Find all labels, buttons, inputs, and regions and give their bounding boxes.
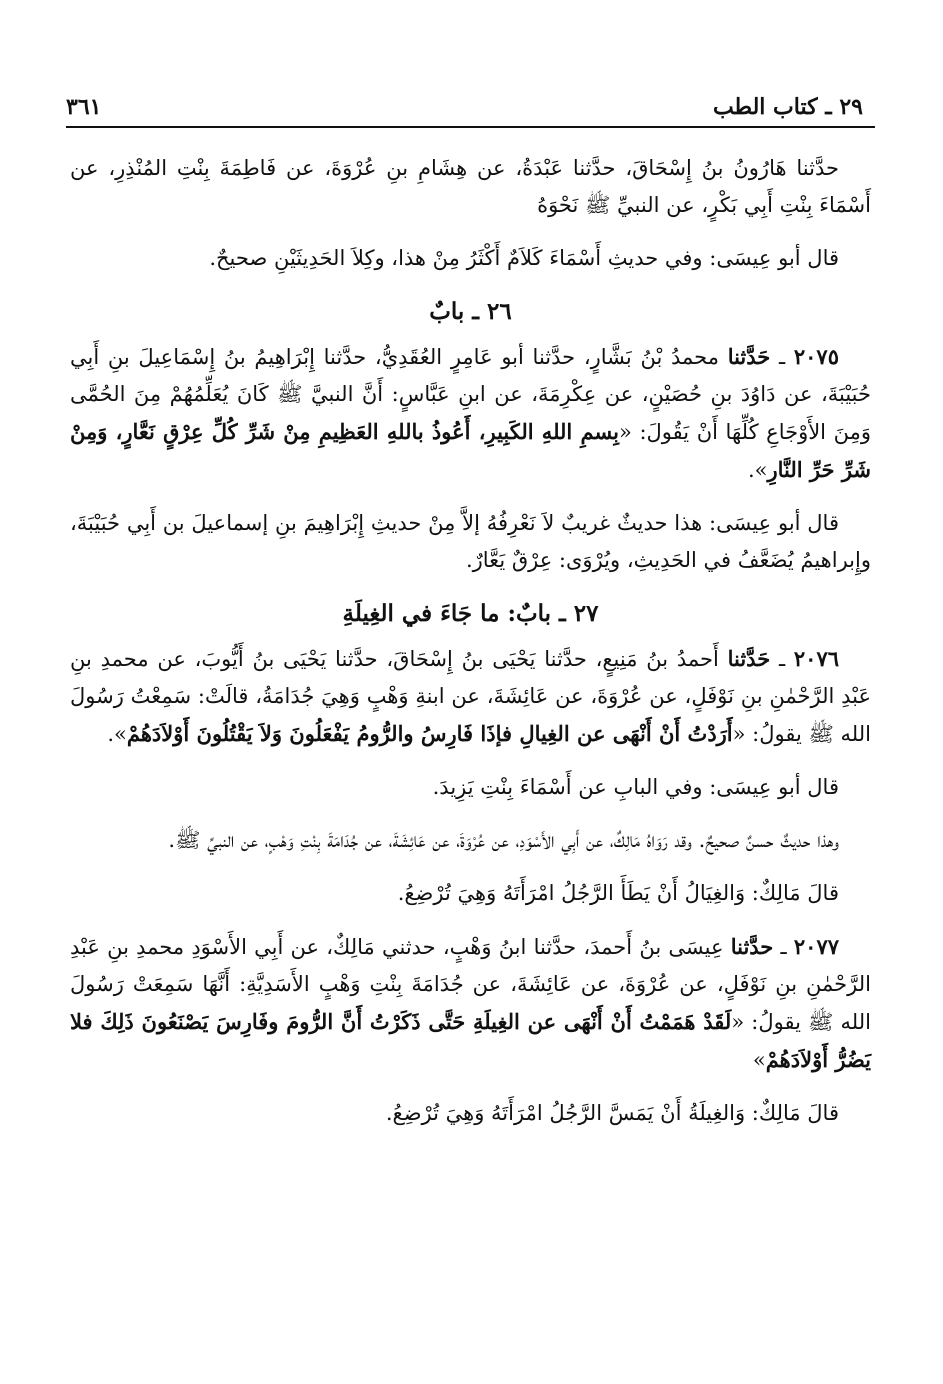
hadith-end: ». xyxy=(107,722,127,746)
hadith-matn: بِسمِ اللهِ الكَبِيرِ، أَعُوذُ باللهِ العَظِيمِ مِنْ شَرِّ كُلِّ عِرْقٍ نَعَّارٍ، وَمِنْ شَرِّ حَرِّ النَّارِ xyxy=(70,419,871,482)
hadith-number: ٢٠٧٥ xyxy=(793,344,839,369)
hadith-2075 xyxy=(70,338,871,489)
paragraph-comment xyxy=(70,240,871,277)
paragraph-comment xyxy=(70,769,871,806)
hadith-number: ٢٠٧٧ xyxy=(793,934,840,959)
paragraph-text: قال أبو عِيسَى: وفي البابِ عن أَسْمَاءَ بِنْتِ يَزِيدَ. xyxy=(432,775,839,799)
paragraph-comment xyxy=(70,875,871,912)
paragraph-text: قال أبو عِيسَى: هذا حديثٌ غريبٌ لاَ نَعْرِفُهُ إلاَّ مِنْ حديثِ إِبْرَاهِيمَ بنِ إسماعيلَ بن أَبِي حُبَيْبَةَ، وإِبراهيمُ يُضَعَّفُ في الحَدِيثِ، ويُرْوَى: عِرْقٌ يَعَّارٌ. xyxy=(70,511,871,572)
running-header xyxy=(66,80,863,120)
page-number: ٣٦١ xyxy=(66,94,102,120)
hadith-number: ٢٠٧٦ xyxy=(793,646,840,671)
header-rule xyxy=(66,126,875,128)
dash: ـ xyxy=(770,345,786,369)
hadith-matn: لَقَدْ هَمَمْتُ أَنْ أَنْهَى عن الغِيلَةِ حَتَّى ذَكَرْتُ أَنَّ الرُّومَ وفَارِسَ يَصْنَعُونَ ذَلِكَ فلا يَضُرُّ أَوْلاَدَهُمْ xyxy=(70,1009,871,1072)
paragraph-text: قالَ مَالِكٌ: وَالغِيَالُ أَنْ يَطَأَ الرَّجُلُ امْرَأَتَهُ وَهِيَ تُرْضِعُ. xyxy=(397,881,839,905)
chapter-title: ٢٩ ـ كتاب الطب xyxy=(712,94,863,120)
hadith-isnad: أَحمدُ بنُ مَنِيعٍ، حدَّثنا يَحْيَى بنُ إِسْحَاقَ، حدَّثنا يَحْيَى بنُ أَيُّوبَ، عن محمدِ بنِ عَبْدِ الرَّحْمٰنِ بنِ نَوْفَلٍ، عن عُرْوَةَ، عن عَائِشَةَ، عن ابنةِ وَهْبٍ وَهِيَ جُدَامَةُ، قالَتْ: سَمِعْتُ رَسُولَ الله ﷺ يقولُ: « xyxy=(70,647,871,746)
hadith-matn: أَرَدْتُ أَنْ أَنْهَى عن الغِيالِ فإذَا فَارِسُ والرُّومُ يَفْعَلُونَ وَلاَ يَقْتُلُونَ أَوْلاَدَهُمْ xyxy=(126,721,733,746)
paragraph-text: قالَ مَالِكٌ: وَالغِيلَةُ أَنْ يَمَسَّ الرَّجُلُ امْرَأَتَهُ وَهِيَ تُرْضِعُ. xyxy=(385,1101,839,1125)
paragraph-isnad-continuation xyxy=(70,150,871,224)
hadith-lead: حدَّثنا xyxy=(730,934,774,959)
hadith-lead: حَدَّثنا xyxy=(727,646,771,671)
paragraph-comment xyxy=(70,822,871,859)
dash: ـ xyxy=(770,647,786,671)
paragraph-text: وهذا حديثٌ حسنٌ صحيحٌ. وقد رَوَاهُ مَالِكٌ، عن أَبِي الأَسْوَدِ، عن عُرْوَةَ، عن عَائِشَةَ، عن جُدَامَةَ بِنْتِ وَهْبٍ، عن النبيِّ ﷺ. xyxy=(168,828,839,852)
hadith-end: ». xyxy=(747,458,768,482)
hadith-2077 xyxy=(70,928,871,1079)
paragraph-text: قال أبو عِيسَى: وفي حديثِ أَسْمَاءَ كَلاَمٌ أَكْثَرُ مِنْ هذا، وكِلاَ الحَدِيثَيْنِ صحيحٌ. xyxy=(209,246,839,270)
hadith-isnad: محمدُ بْنُ بَشَّارٍ، حدَّثنا أبو عَامِرٍ العُقَدِيُّ، حدَّثنا إِبْرَاهِيمُ بنُ إِسْمَاعِيلَ بنِ أَبِي حُبَيْبَةَ، عن دَاوُدَ بنِ حُصَيْنٍ، عن عِكْرِمَةَ، عن ابنِ عَبَّاسٍ: أَنَّ النبيَّ ﷺ كَانَ يُعَلِّمُهُمْ مِنَ الحُمَّى وَمِنَ الأَوْجَاعِ كُلِّهَا أَنْ يَقُولَ: « xyxy=(70,345,871,444)
paragraph-comment xyxy=(70,505,871,579)
paragraph-text: حدَّثنا هَارُونُ بنُ إِسْحَاقَ، حدَّثنا عَبْدَةُ، عن هِشَامِ بنِ عُرْوَةَ، عن فَاطِمَةَ بِنْتِ المُنْذِرِ، عن أَسْمَاءَ بِنْتِ أَبِي بَكْرٍ، عن النبيِّ ﷺ نَحْوَهُ xyxy=(70,156,871,217)
section-heading-27: ٢٧ ـ بابٌ: ما جَاءَ في الغِيلَةِ xyxy=(342,600,599,627)
hadith-lead: حَدَّثنا xyxy=(727,344,771,369)
page-body xyxy=(70,150,871,1148)
section-heading-26: ٢٦ ـ بابٌ xyxy=(429,298,512,325)
hadith-end: » xyxy=(752,1048,766,1072)
paragraph-comment xyxy=(70,1095,871,1132)
hadith-isnad: عِيسَى بنُ أَحمدَ، حدَّثنا ابنُ وَهْبٍ، حدثني مَالِكٌ، عن أَبِي الأَسْوَدِ محمدِ بنِ عَبْدِ الرَّحْمٰنِ بنِ نَوْفَلٍ، عن عُرْوَةَ، عن عَائِشَةَ، عن جُدَامَةَ بِنْتِ وَهْبٍ الأَسَدِيَّةِ: أَنَّهَا سَمِعَتْ رَسُولَ الله ﷺ يقولُ: « xyxy=(70,935,871,1034)
hadith-2076 xyxy=(70,640,871,753)
dash: ـ xyxy=(773,935,787,959)
